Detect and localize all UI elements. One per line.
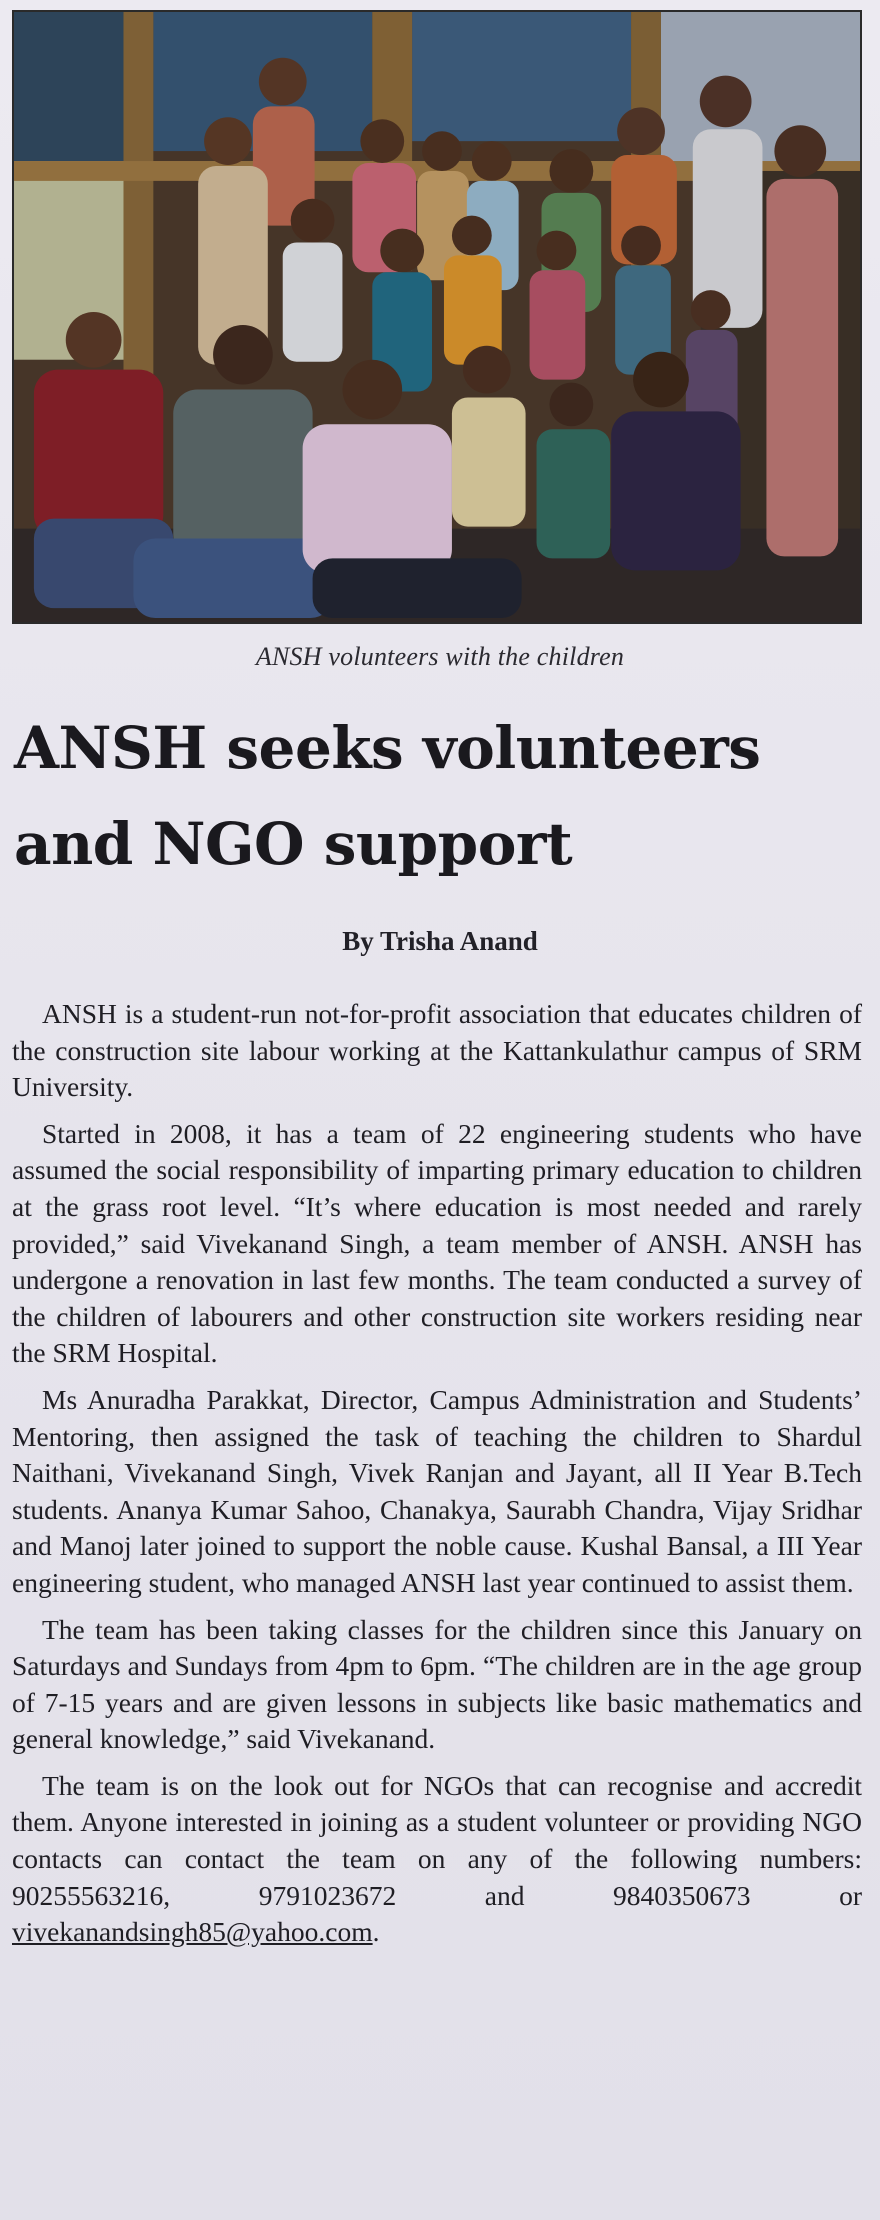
article-paragraph-1: ANSH is a student-run not-for-profit association that educates children of the construction site labour working at the Kattankulathur campus of SRM University. [12,998,862,1103]
article-paragraph-3: Ms Anuradha Parakkat, Director, Campus Administration and Students’ Mentoring, then assigned the task of teaching the children to Shardul Naithani, Vivekanand Singh, Vivek Ranjan and Jayant, all II Year B.Tech students. Ananya Kumar Sahoo, Chanakya, Saurabh Chandra, Vijay Sridhar and Manoj later joined to support the noble cause. Kushal Bansal, a III Year engineering student, who managed ANSH last year continued to assist them. [12,1383,862,1598]
contact-text: The team is on the look out for NGOs that can recognise and accredit them. Anyone interested in joining as a student volunteer or providing NGO contacts can contact the team on any of the following numbers: 90255563216, 9791023672 and 9840350673 or [12,1769,862,1911]
headline-line-2: and NGO support [14,810,573,878]
article-body [12,996,862,1961]
photo-caption: ANSH volunteers with the children [255,642,625,671]
group-photo-illustration [14,12,860,622]
group-photo [12,10,862,624]
paragraph-end: . [372,1916,380,1948]
article-headline [14,700,874,892]
email-address: vivekanandsingh85@yahoo.com [12,1916,373,1948]
article-paragraph-2: Started in 2008, it has a team of 22 engineering students who have assumed the social responsibility of imparting primary education to children at the grass root level. “It’s where education is most needed and rarely provided,” said Vivekanand Singh, a team member of ANSH. ANSH has undergone a renovation in last few months. The team conducted a survey of the children of labourers and other construction site workers residing near the SRM Hospital. [12,1117,862,1369]
article-paragraph-4: The team has been taking classes for the children since this January on Saturdays and Sundays from 4pm to 6pm. “The children are in the age group of 7-15 years and are given lessons in subjects like basic mathematics and general knowledge,” said Vivekanand. [12,1613,862,1755]
article-paragraph-5 [12,1768,862,1951]
byline: By Trisha Anand [342,926,538,956]
headline-line-1: ANSH seeks volunteers [14,714,761,782]
